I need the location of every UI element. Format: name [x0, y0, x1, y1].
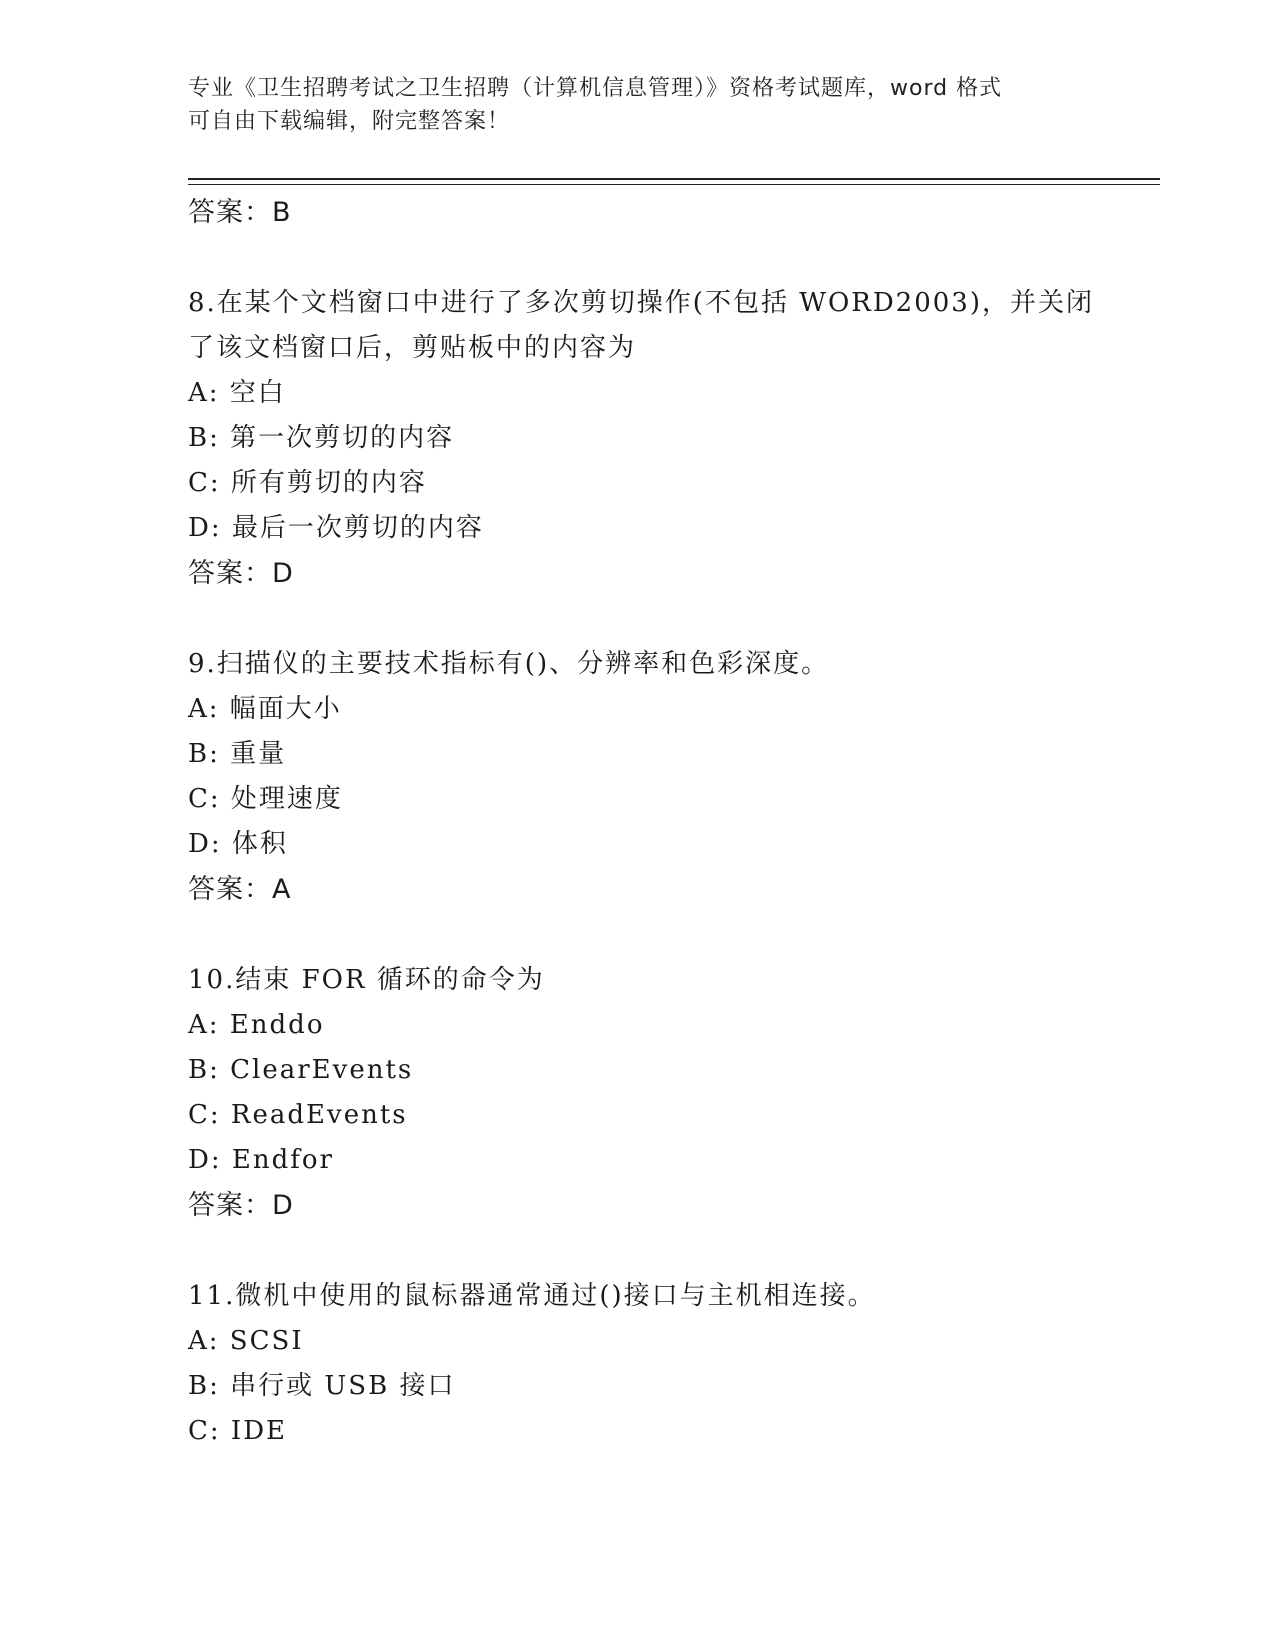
option-c: C: 所有剪切的内容: [188, 468, 427, 498]
question-9: [188, 642, 1088, 912]
answer: 答案：D: [188, 558, 294, 589]
option-b: B: 第一次剪切的内容: [188, 423, 455, 453]
question-11: [188, 1274, 1088, 1454]
option-b: B: 重量: [188, 739, 287, 769]
option-d: D: Endfor: [188, 1145, 334, 1175]
option-d: D: 最后一次剪切的内容: [188, 513, 484, 543]
answer: 答案：A: [188, 874, 292, 905]
option-a: A: 幅面大小: [188, 694, 342, 724]
header-rule-thin: [188, 184, 1160, 185]
option-c: C: IDE: [188, 1416, 288, 1446]
question-stem: 8.在某个文档窗口中进行了多次剪切操作(不包括 WORD2003)，并关闭: [188, 288, 1094, 318]
option-c: C: ReadEvents: [188, 1100, 408, 1130]
header-line-2: 可自由下载编辑，附完整答案！: [188, 109, 511, 134]
header-line-1: 专业《卫生招聘考试之卫生招聘（计算机信息管理）》资格考试题库，word 格式: [188, 76, 1003, 101]
question-stem-continued: 了该文档窗口后，剪贴板中的内容为: [188, 333, 637, 363]
question-stem: 9.扫描仪的主要技术指标有()、分辨率和色彩深度。: [188, 649, 830, 679]
option-b: B: 串行或 USB 接口: [188, 1371, 456, 1401]
header-rule-thick: [188, 178, 1160, 180]
question-list: [188, 190, 1094, 1454]
question-10: [188, 958, 1088, 1228]
question-stem: 10.结束 FOR 循环的命令为: [188, 965, 545, 995]
option-d: D: 体积: [188, 829, 288, 859]
option-a: A: SCSI: [188, 1326, 304, 1356]
option-a: A: Enddo: [188, 1010, 325, 1040]
previous-answer: 答案：B: [188, 197, 292, 228]
option-a: A: 空白: [188, 378, 286, 408]
option-c: C: 处理速度: [188, 784, 343, 814]
page-header: [188, 72, 1088, 138]
answer: 答案：D: [188, 1190, 294, 1221]
option-b: B: ClearEvents: [188, 1055, 414, 1085]
question-8: [188, 281, 1094, 596]
question-stem: 11.微机中使用的鼠标器通常通过()接口与主机相连接。: [188, 1281, 876, 1311]
